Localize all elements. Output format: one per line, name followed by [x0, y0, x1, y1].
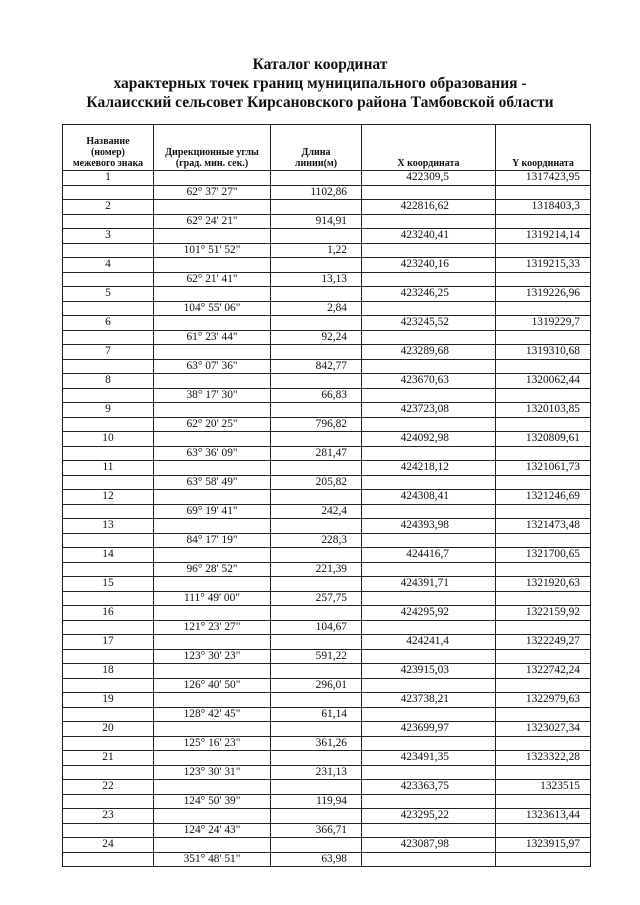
segment-row	[63, 707, 591, 722]
empty-cell	[154, 693, 271, 708]
empty-cell	[271, 258, 362, 273]
empty-cell	[154, 171, 271, 186]
empty-cell	[362, 504, 496, 519]
point-number: 16	[63, 606, 154, 621]
empty-cell	[63, 562, 154, 577]
empty-cell	[154, 548, 271, 563]
line-length: 66,83	[271, 388, 362, 403]
empty-cell	[362, 591, 496, 606]
point-number: 24	[63, 838, 154, 853]
empty-cell	[496, 562, 591, 577]
point-number: 2	[63, 200, 154, 215]
empty-cell	[496, 214, 591, 229]
empty-cell	[154, 809, 271, 824]
y-coordinate: 1319226,96	[496, 287, 591, 302]
empty-cell	[154, 519, 271, 534]
empty-cell	[362, 562, 496, 577]
page-title: Каталог координат	[252, 56, 388, 73]
empty-cell	[271, 635, 362, 650]
direction-angle: 96° 28' 52"	[154, 562, 271, 577]
y-coordinate: 1321061,73	[496, 461, 591, 476]
empty-cell	[271, 548, 362, 563]
empty-cell	[496, 301, 591, 316]
empty-cell	[496, 533, 591, 548]
empty-cell	[63, 823, 154, 838]
y-coordinate: 1322249,27	[496, 635, 591, 650]
direction-angle: 123° 30' 23"	[154, 649, 271, 664]
segment-row	[63, 794, 591, 809]
empty-cell	[154, 751, 271, 766]
direction-angle: 125° 16' 23"	[154, 736, 271, 751]
point-row	[63, 519, 591, 534]
empty-cell	[271, 751, 362, 766]
empty-cell	[63, 214, 154, 229]
point-row	[63, 287, 591, 302]
point-row	[63, 577, 591, 592]
empty-cell	[154, 490, 271, 505]
y-coordinate: 1319310,68	[496, 345, 591, 360]
point-row	[63, 432, 591, 447]
empty-cell	[362, 475, 496, 490]
x-coordinate: 423491,35	[362, 751, 496, 766]
table-header-row	[63, 125, 591, 171]
point-number: 23	[63, 809, 154, 824]
empty-cell	[154, 403, 271, 418]
line-length: 296,01	[271, 678, 362, 693]
y-coordinate: 1323915,97	[496, 838, 591, 853]
point-number: 20	[63, 722, 154, 737]
segment-row	[63, 562, 591, 577]
direction-angle: 121° 23' 27"	[154, 620, 271, 635]
empty-cell	[154, 316, 271, 331]
empty-cell	[496, 330, 591, 345]
line-length: 104,67	[271, 620, 362, 635]
x-coordinate: 424391,71	[362, 577, 496, 592]
point-number: 1	[63, 171, 154, 186]
point-row	[63, 461, 591, 476]
empty-cell	[362, 765, 496, 780]
point-number: 11	[63, 461, 154, 476]
y-coordinate: 1320062,44	[496, 374, 591, 389]
empty-cell	[154, 780, 271, 795]
empty-cell	[362, 649, 496, 664]
empty-cell	[63, 185, 154, 200]
direction-angle: 38° 17' 30"	[154, 388, 271, 403]
empty-cell	[63, 359, 154, 374]
y-coordinate: 1322742,24	[496, 664, 591, 679]
point-number: 17	[63, 635, 154, 650]
empty-cell	[271, 577, 362, 592]
point-number: 21	[63, 751, 154, 766]
direction-angle: 101° 51' 52"	[154, 243, 271, 258]
direction-angle: 61° 23' 44"	[154, 330, 271, 345]
empty-cell	[271, 374, 362, 389]
page-subtitle: характерных точек границ муниципального образования -	[113, 75, 527, 92]
point-row	[63, 722, 591, 737]
segment-row	[63, 765, 591, 780]
y-coordinate: 1321246,69	[496, 490, 591, 505]
line-length: 231,13	[271, 765, 362, 780]
y-coordinate: 1319215,33	[496, 258, 591, 273]
line-length: 63,98	[271, 852, 362, 867]
point-row	[63, 751, 591, 766]
empty-cell	[154, 287, 271, 302]
empty-cell	[63, 794, 154, 809]
empty-cell	[496, 678, 591, 693]
line-length: 796,82	[271, 417, 362, 432]
segment-row	[63, 301, 591, 316]
empty-cell	[496, 707, 591, 722]
empty-cell	[496, 446, 591, 461]
segment-row	[63, 620, 591, 635]
x-coordinate: 423240,41	[362, 229, 496, 244]
direction-angle: 128° 42' 45"	[154, 707, 271, 722]
line-length: 591,22	[271, 649, 362, 664]
direction-angle: 63° 07' 36"	[154, 359, 271, 374]
segment-row	[63, 417, 591, 432]
segment-row	[63, 504, 591, 519]
x-coordinate: 423670,63	[362, 374, 496, 389]
x-coordinate: 423240,16	[362, 258, 496, 273]
point-number: 15	[63, 577, 154, 592]
empty-cell	[496, 359, 591, 374]
empty-cell	[362, 707, 496, 722]
direction-angle: 62° 37' 27"	[154, 185, 271, 200]
empty-cell	[271, 403, 362, 418]
direction-angle: 111° 49' 00"	[154, 591, 271, 606]
line-length: 119,94	[271, 794, 362, 809]
point-row	[63, 490, 591, 505]
line-length: 92,24	[271, 330, 362, 345]
empty-cell	[362, 620, 496, 635]
empty-cell	[362, 446, 496, 461]
x-coordinate: 423723,08	[362, 403, 496, 418]
empty-cell	[362, 388, 496, 403]
empty-cell	[271, 287, 362, 302]
header-direction-angle: Дирекционные углы (град. мин. сек.)	[154, 125, 271, 171]
segment-row	[63, 823, 591, 838]
x-coordinate: 423289,68	[362, 345, 496, 360]
y-coordinate: 1321920,63	[496, 577, 591, 592]
empty-cell	[271, 722, 362, 737]
line-length: 2,84	[271, 301, 362, 316]
line-length: 205,82	[271, 475, 362, 490]
line-length: 228,3	[271, 533, 362, 548]
y-coordinate: 1318403,3	[496, 200, 591, 215]
empty-cell	[63, 533, 154, 548]
empty-cell	[362, 272, 496, 287]
empty-cell	[496, 591, 591, 606]
segment-row	[63, 649, 591, 664]
segment-row	[63, 591, 591, 606]
empty-cell	[63, 620, 154, 635]
line-length: 914,91	[271, 214, 362, 229]
empty-cell	[496, 794, 591, 809]
empty-cell	[271, 316, 362, 331]
segment-row	[63, 533, 591, 548]
empty-cell	[271, 780, 362, 795]
segment-row	[63, 359, 591, 374]
empty-cell	[154, 838, 271, 853]
point-number: 14	[63, 548, 154, 563]
line-length: 281,47	[271, 446, 362, 461]
line-length: 242,4	[271, 504, 362, 519]
empty-cell	[271, 345, 362, 360]
segment-row	[63, 272, 591, 287]
x-coordinate: 423246,25	[362, 287, 496, 302]
empty-cell	[496, 272, 591, 287]
empty-cell	[63, 765, 154, 780]
x-coordinate: 423699,97	[362, 722, 496, 737]
empty-cell	[271, 838, 362, 853]
empty-cell	[63, 678, 154, 693]
empty-cell	[271, 809, 362, 824]
y-coordinate: 1323515	[496, 780, 591, 795]
empty-cell	[63, 649, 154, 664]
empty-cell	[271, 461, 362, 476]
empty-cell	[271, 171, 362, 186]
empty-cell	[154, 229, 271, 244]
page-subtitle-2: Калаисский сельсовет Кирсановского района Тамбовской области	[86, 94, 554, 111]
empty-cell	[154, 606, 271, 621]
empty-cell	[63, 736, 154, 751]
y-coordinate: 1319214,14	[496, 229, 591, 244]
point-number: 13	[63, 519, 154, 534]
point-number: 3	[63, 229, 154, 244]
direction-angle: 84° 17' 19"	[154, 533, 271, 548]
empty-cell	[271, 519, 362, 534]
x-coordinate: 423245,52	[362, 316, 496, 331]
empty-cell	[496, 736, 591, 751]
empty-cell	[63, 504, 154, 519]
segment-row	[63, 185, 591, 200]
empty-cell	[154, 722, 271, 737]
empty-cell	[362, 185, 496, 200]
point-number: 12	[63, 490, 154, 505]
header-line-length: Длина линии(м)	[271, 125, 362, 171]
empty-cell	[496, 388, 591, 403]
empty-cell	[63, 243, 154, 258]
empty-cell	[154, 664, 271, 679]
point-row	[63, 316, 591, 331]
point-row	[63, 809, 591, 824]
empty-cell	[154, 374, 271, 389]
empty-cell	[271, 664, 362, 679]
x-coordinate: 423295,22	[362, 809, 496, 824]
empty-cell	[362, 214, 496, 229]
point-row	[63, 780, 591, 795]
segment-row	[63, 736, 591, 751]
point-number: 9	[63, 403, 154, 418]
point-number: 5	[63, 287, 154, 302]
segment-row	[63, 214, 591, 229]
point-row	[63, 635, 591, 650]
x-coordinate: 424092,98	[362, 432, 496, 447]
point-row	[63, 548, 591, 563]
point-number: 7	[63, 345, 154, 360]
segment-row	[63, 243, 591, 258]
direction-angle: 62° 20' 25"	[154, 417, 271, 432]
empty-cell	[362, 301, 496, 316]
point-row	[63, 374, 591, 389]
empty-cell	[362, 823, 496, 838]
empty-cell	[154, 635, 271, 650]
x-coordinate: 422309,5	[362, 171, 496, 186]
empty-cell	[496, 504, 591, 519]
empty-cell	[63, 388, 154, 403]
empty-cell	[63, 446, 154, 461]
line-length: 257,75	[271, 591, 362, 606]
x-coordinate: 424218,12	[362, 461, 496, 476]
y-coordinate: 1320809,61	[496, 432, 591, 447]
point-row	[63, 345, 591, 360]
point-number: 6	[63, 316, 154, 331]
x-coordinate: 423087,98	[362, 838, 496, 853]
empty-cell	[63, 707, 154, 722]
line-length: 61,14	[271, 707, 362, 722]
point-row	[63, 171, 591, 186]
empty-cell	[496, 852, 591, 867]
line-length: 1,22	[271, 243, 362, 258]
empty-cell	[362, 852, 496, 867]
empty-cell	[496, 243, 591, 258]
y-coordinate: 1322159,92	[496, 606, 591, 621]
y-coordinate: 1321700,65	[496, 548, 591, 563]
direction-angle: 69° 19' 41"	[154, 504, 271, 519]
direction-angle: 62° 21' 41"	[154, 272, 271, 287]
direction-angle: 351° 48' 51"	[154, 852, 271, 867]
empty-cell	[496, 475, 591, 490]
empty-cell	[63, 591, 154, 606]
x-coordinate: 423738,21	[362, 693, 496, 708]
point-number: 8	[63, 374, 154, 389]
x-coordinate: 424416,7	[362, 548, 496, 563]
x-coordinate: 422816,62	[362, 200, 496, 215]
empty-cell	[496, 417, 591, 432]
empty-cell	[154, 258, 271, 273]
segment-row	[63, 330, 591, 345]
point-number: 18	[63, 664, 154, 679]
direction-angle: 126° 40' 50"	[154, 678, 271, 693]
y-coordinate: 1322979,63	[496, 693, 591, 708]
direction-angle: 63° 58' 49"	[154, 475, 271, 490]
empty-cell	[362, 417, 496, 432]
line-length: 842,77	[271, 359, 362, 374]
empty-cell	[63, 301, 154, 316]
empty-cell	[154, 577, 271, 592]
point-row	[63, 693, 591, 708]
empty-cell	[362, 243, 496, 258]
empty-cell	[63, 852, 154, 867]
line-length: 1102,86	[271, 185, 362, 200]
empty-cell	[271, 606, 362, 621]
empty-cell	[362, 359, 496, 374]
empty-cell	[63, 330, 154, 345]
point-number: 22	[63, 780, 154, 795]
point-row	[63, 258, 591, 273]
line-length: 13,13	[271, 272, 362, 287]
y-coordinate: 1317423,95	[496, 171, 591, 186]
point-row	[63, 838, 591, 853]
x-coordinate: 424295,92	[362, 606, 496, 621]
point-row	[63, 229, 591, 244]
y-coordinate: 1321473,48	[496, 519, 591, 534]
point-row	[63, 606, 591, 621]
point-row	[63, 664, 591, 679]
point-row	[63, 200, 591, 215]
empty-cell	[63, 272, 154, 287]
coordinates-table	[62, 124, 591, 867]
header-y-coordinate: Y координата	[496, 125, 591, 171]
empty-cell	[63, 417, 154, 432]
empty-cell	[154, 200, 271, 215]
empty-cell	[271, 693, 362, 708]
empty-cell	[362, 678, 496, 693]
empty-cell	[362, 533, 496, 548]
header-point-name: Название (номер) межевого знака	[63, 125, 154, 171]
empty-cell	[496, 823, 591, 838]
direction-angle: 123° 30' 31"	[154, 765, 271, 780]
point-row	[63, 403, 591, 418]
segment-row	[63, 475, 591, 490]
point-number: 10	[63, 432, 154, 447]
segment-row	[63, 852, 591, 867]
empty-cell	[496, 765, 591, 780]
x-coordinate: 424393,98	[362, 519, 496, 534]
x-coordinate: 424308,41	[362, 490, 496, 505]
empty-cell	[154, 345, 271, 360]
y-coordinate: 1323322,28	[496, 751, 591, 766]
direction-angle: 63° 36' 09"	[154, 446, 271, 461]
line-length: 221,39	[271, 562, 362, 577]
header-x-coordinate: X координата	[362, 125, 496, 171]
y-coordinate: 1323027,34	[496, 722, 591, 737]
direction-angle: 62° 24' 21"	[154, 214, 271, 229]
empty-cell	[271, 490, 362, 505]
line-length: 361,26	[271, 736, 362, 751]
empty-cell	[154, 461, 271, 476]
empty-cell	[496, 649, 591, 664]
empty-cell	[63, 475, 154, 490]
empty-cell	[362, 794, 496, 809]
empty-cell	[496, 620, 591, 635]
empty-cell	[362, 330, 496, 345]
y-coordinate: 1320103,85	[496, 403, 591, 418]
direction-angle: 124° 24' 43"	[154, 823, 271, 838]
empty-cell	[271, 432, 362, 447]
y-coordinate: 1323613,44	[496, 809, 591, 824]
line-length: 366,71	[271, 823, 362, 838]
empty-cell	[496, 185, 591, 200]
segment-row	[63, 678, 591, 693]
direction-angle: 124° 50' 39"	[154, 794, 271, 809]
y-coordinate: 1319229,7	[496, 316, 591, 331]
empty-cell	[271, 229, 362, 244]
empty-cell	[154, 432, 271, 447]
x-coordinate: 424241,4	[362, 635, 496, 650]
segment-row	[63, 446, 591, 461]
empty-cell	[271, 200, 362, 215]
segment-row	[63, 388, 591, 403]
direction-angle: 104° 55' 06"	[154, 301, 271, 316]
x-coordinate: 423363,75	[362, 780, 496, 795]
point-number: 19	[63, 693, 154, 708]
empty-cell	[362, 736, 496, 751]
x-coordinate: 423915,03	[362, 664, 496, 679]
point-number: 4	[63, 258, 154, 273]
